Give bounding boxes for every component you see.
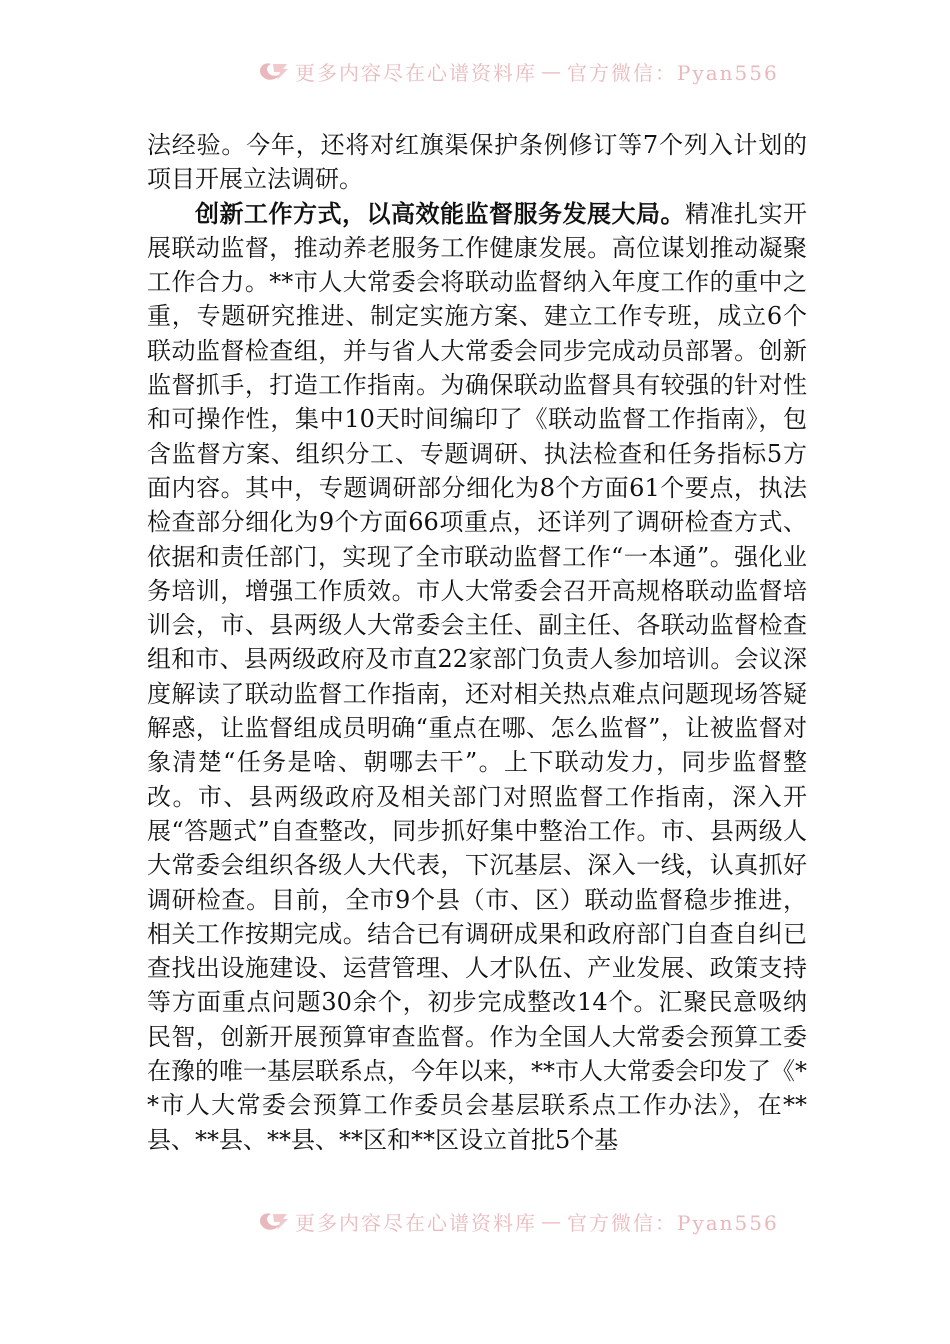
paragraph-continued: [147, 128, 807, 197]
watermark-text: 更多内容尽在心谱资料库: [295, 60, 537, 85]
watermark-text: 更多内容尽在心谱资料库: [295, 1210, 537, 1235]
paragraph-lead-heading: 创新工作方式，以高效能监督服务发展大局。: [195, 198, 685, 228]
paragraph-text: 精准扎实开展联动监督，推动养老服务工作健康发展。高位谋划推动凝聚工作合力。**市人大常委会将联动监督纳入年度工作的重中之重，专题研究推进、制定实施方案、建立工作专班，成立6个联动监督检查组，并与省人大常委会同步完成动员部署。创新监督抓手，打造工作指南。为确保联动监督具有较强的针对性和可操作性，集中10天时间编印了《联动监督工作指南》，包含监督方案、组织分工、专题调研、执法检查和任务指标5方面内容。其中，专题调研部分细化为8个方面61个要点，执法检查部分细化为9个方面66项重点，还详列了调研检查方式、依据和责任部门，实现了全市联动监督工作“一本通”。强化业务培训，增强工作质效。市人大常委会召开高规格联动监督培训会，市、县两级人大常委会主任、副主任、各联动监督检查组和市、县两级政府及市直22家部门负责人参加培训。会议深度解读了联动监督工作指南，还对相关热点难点问题现场答疑解惑，让监督组成员明确“重点在哪、怎么监督”，让被监督对象清楚“任务是啥、朝哪去干”。上下联动发力，同步监督整改。市、县两级政府及相关部门对照监督工作指南，深入开展“答题式”自查整改，同步抓好集中整治工作。市、县两级人大常委会组织各级人大代表，下沉基层、深入一线，认真抓好调研检查。目前，全市9个县（市、区）联动监督稳步推进，相关工作按期完成。结合已有调研成果和政府部门自查自纠已查找出设施建设、运营管理、人才队伍、产业发展、政策支持等方面重点问题30余个，初步完成整改14个。汇聚民意吸纳民智，创新开展预算审查监督。作为全国人大常委会预算工委在豫的唯一基层联系点，今年以来，**市人大常委会印发了《**市人大常委会预算工作委员会基层联系点工作办法》，在**县、**县、**县、**区和**区设立首批5个基: [147, 199, 807, 1154]
watermark-separator: —: [541, 59, 563, 83]
document-body: [147, 128, 807, 1157]
watermark-separator: —: [541, 1209, 563, 1233]
brand-logo-icon: [257, 1210, 291, 1232]
paragraph-innovation: [147, 197, 807, 1157]
brand-logo-icon: [257, 60, 291, 82]
watermark-contact: 官方微信：Pyan556: [567, 1210, 779, 1235]
watermark-bottom: [257, 1208, 779, 1234]
watermark-contact: 官方微信：Pyan556: [567, 60, 779, 85]
watermark-top: [257, 58, 779, 84]
paragraph-text: 法经验。今年，还将对红旗渠保护条例修订等7个列入计划的项目开展立法调研。: [147, 131, 807, 194]
